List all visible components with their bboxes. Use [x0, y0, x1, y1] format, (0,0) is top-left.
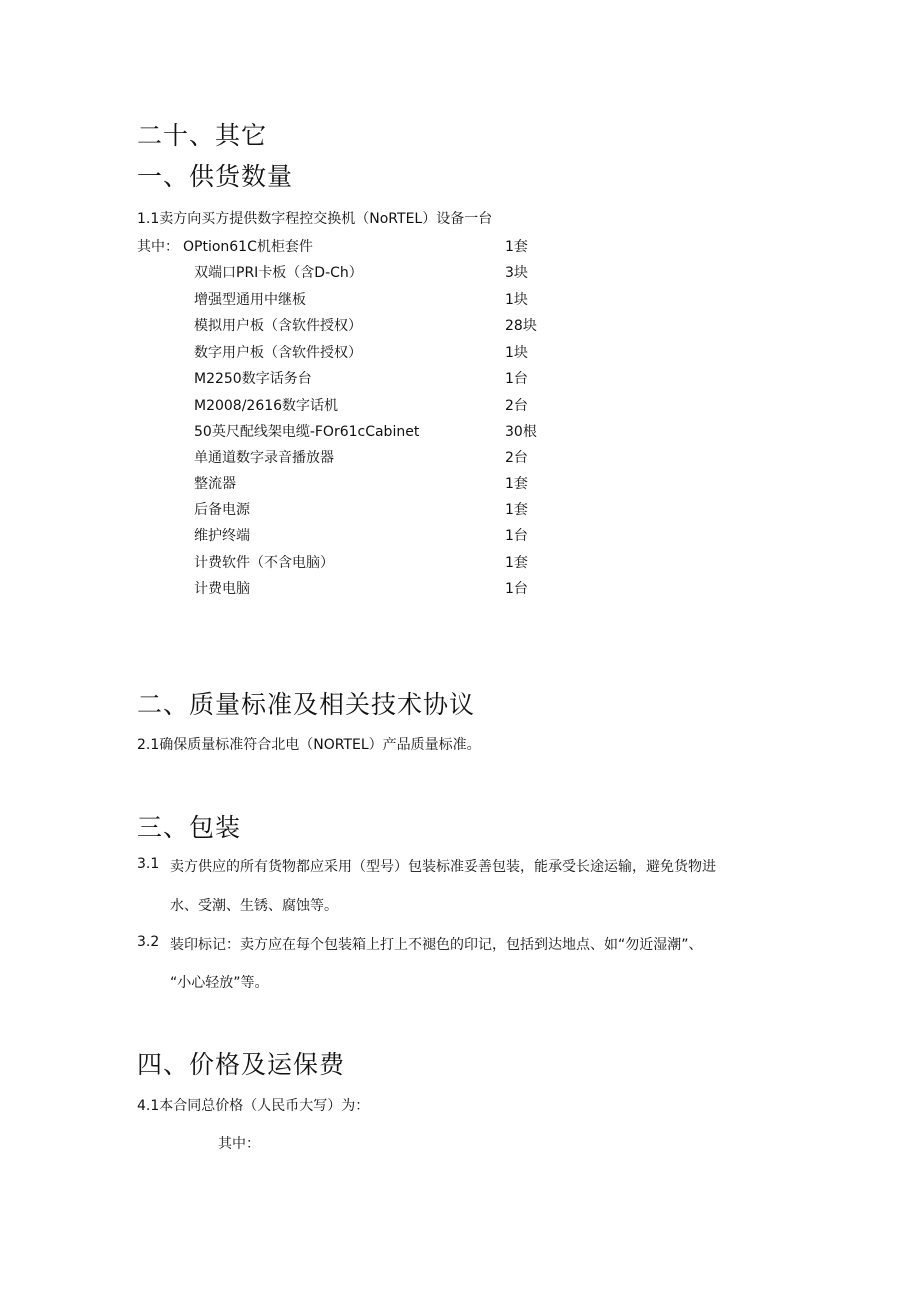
- item-qty: 1块: [505, 345, 528, 361]
- price-subnote: 其中：: [218, 1136, 260, 1152]
- heading-quality: 二、质量标准及相关技术协议: [137, 690, 476, 719]
- item-name: 整流器: [194, 476, 236, 492]
- packing-paragraph-line: 装印标记：卖方应在每个包装箱上打上不褪色的印记，包括到达地点、如“勿近湿潮”、: [170, 937, 703, 953]
- item-name: 维护终端: [194, 528, 250, 544]
- packing-paragraph-line: “小心轻放”等。: [170, 975, 269, 991]
- item-qty: 1台: [505, 581, 528, 597]
- item-qty: 1套: [505, 555, 528, 571]
- item-qty: 28块: [505, 318, 537, 334]
- item-name: 增强型通用中继板: [194, 292, 306, 308]
- packing-item-number: 3.1: [137, 856, 160, 872]
- supply-intro: 1.1卖方向买方提供数字程控交换机（NoRTEL）设备一台: [137, 211, 493, 227]
- heading-supply: 一、供货数量: [137, 162, 294, 191]
- item-name: M2008/2616数字话机: [194, 398, 339, 414]
- heading-other: 二十、其它: [137, 121, 268, 150]
- item-qty: 2台: [505, 398, 528, 414]
- item-name: 后备电源: [194, 502, 250, 518]
- item-name: 50英尺配线架电缆-FOr61cCabinet: [194, 424, 420, 440]
- item-qty: 30根: [505, 424, 537, 440]
- item-qty: 3块: [505, 265, 528, 281]
- item-name: OPtion61C机柜套件: [183, 239, 313, 255]
- heading-price: 四、价格及运保费: [137, 1050, 346, 1079]
- item-name: 模拟用户板（含软件授权）: [194, 318, 362, 334]
- item-qty: 1套: [505, 239, 528, 255]
- item-name: 计费软件（不含电脑）: [194, 555, 334, 571]
- item-qty: 1块: [505, 292, 528, 308]
- heading-packing: 三、包装: [137, 813, 242, 842]
- item-name: 单通道数字录音播放器: [194, 450, 334, 466]
- item-name: 数字用户板（含软件授权）: [194, 345, 362, 361]
- item-qty: 1套: [505, 476, 528, 492]
- item-qty: 1套: [505, 502, 528, 518]
- item-qty: 1台: [505, 371, 528, 387]
- packing-item-number: 3.2: [137, 934, 160, 950]
- supply-first-prefix: 其中：: [137, 239, 179, 255]
- item-name: 双端口PRI卡板（含D-Ch）: [194, 265, 363, 281]
- quality-paragraph: 2.1确保质量标准符合北电（NORTEL）产品质量标准。: [137, 737, 481, 753]
- packing-paragraph-line: 水、受潮、生锈、腐蚀等。: [170, 898, 338, 914]
- packing-paragraph-line: 卖方供应的所有货物都应采用（型号）包装标准妥善包装，能承受长途运输，避免货物进: [170, 859, 716, 875]
- item-qty: 1台: [505, 528, 528, 544]
- item-qty: 2台: [505, 450, 528, 466]
- item-name: 计费电脑: [194, 581, 250, 597]
- item-name: M2250数字话务台: [194, 371, 312, 387]
- price-paragraph: 4.1本合同总价格（人民币大写）为：: [137, 1098, 370, 1114]
